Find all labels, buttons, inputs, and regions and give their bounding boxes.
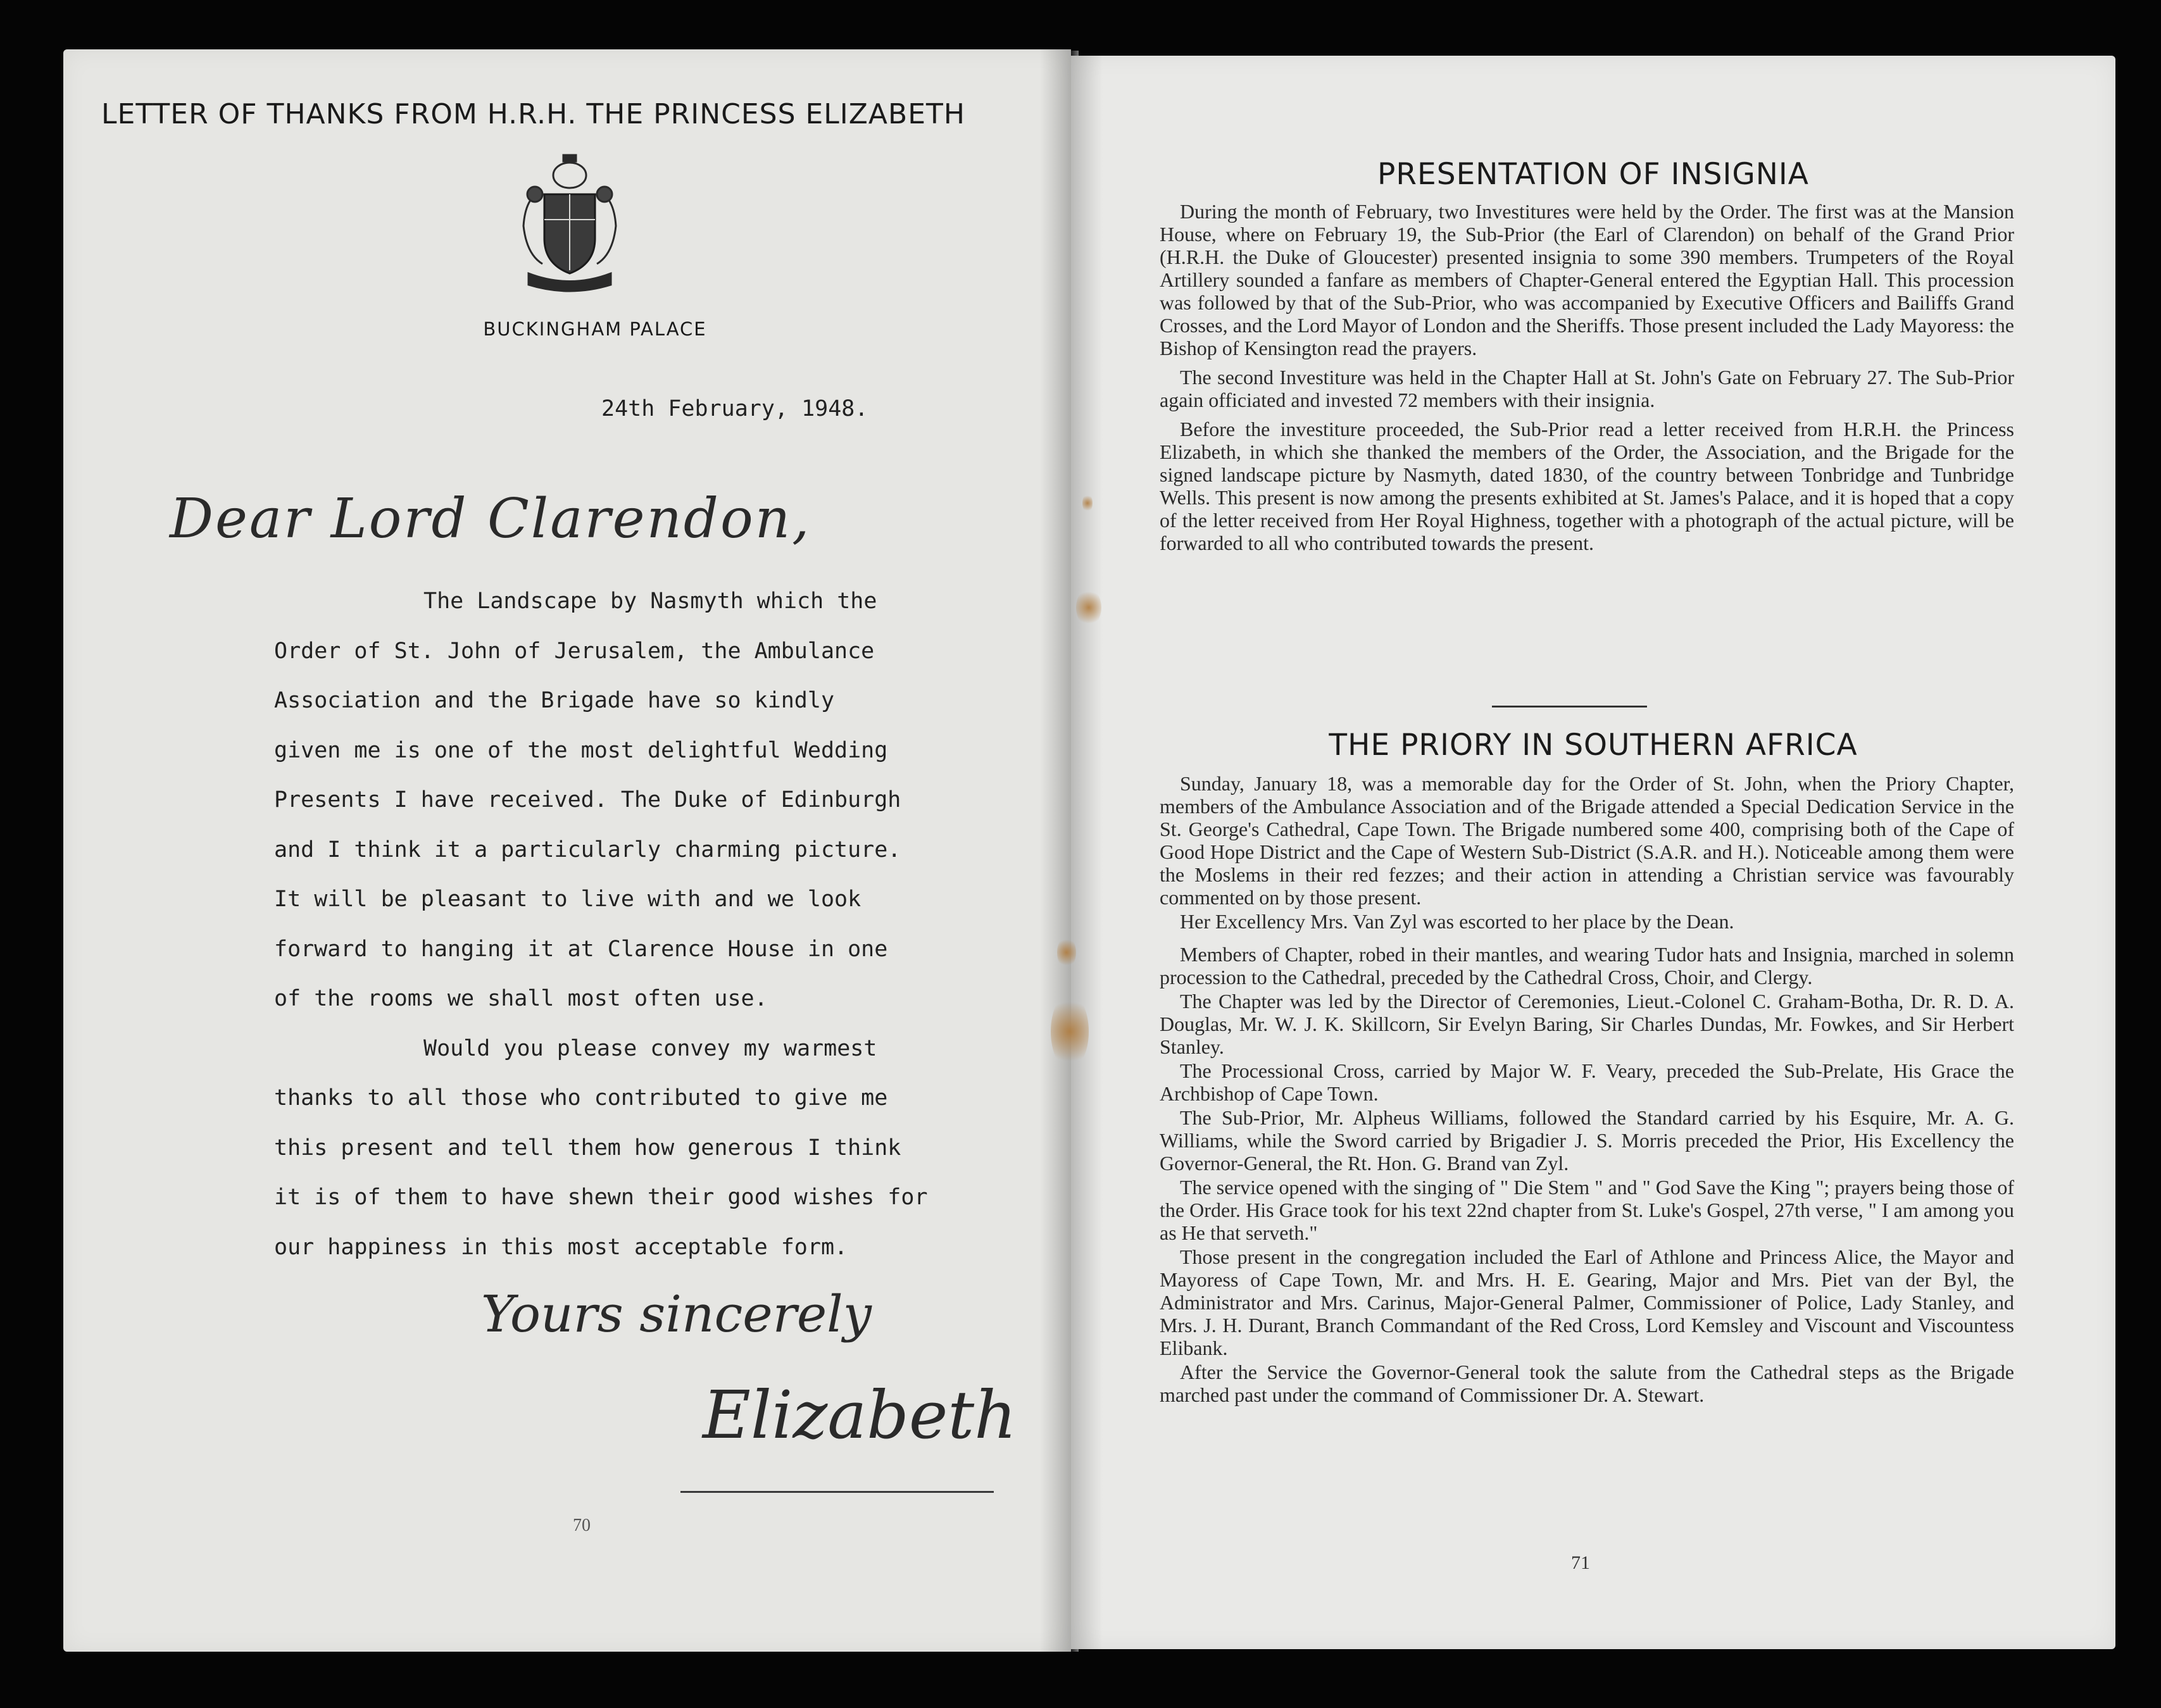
letter-title: LETTER OF THANKS FROM H.R.H. THE PRINCESS ELIZABETH <box>101 98 965 130</box>
rust-stain <box>1057 937 1076 968</box>
section-divider <box>1492 706 1647 708</box>
signature-line <box>680 1491 994 1493</box>
rust-stain <box>1076 589 1101 626</box>
paragraph: During the month of February, two Investitures were held by the Order. The first was at the Mansion House, where on February 19, the Sub-Prior (the Earl of Clarendon) on behalf of the Grand Prior (H.R.H. the Duke of Gloucester) presented insignia to some 390 members. Trumpeters of the Royal Artillery sounded a fanfare as members of Chapter-General entered the Egyptian Hall. This procession was followed by that of the Sub-Prior, who was accompanied by Executive Officers and Bailiffs Grand Crosses, and the Lord Mayor of London and the Sheriffs. Those present included the Lady Mayoress: the Bishop of Kensington read the prayers. <box>1160 200 2014 359</box>
letter-line: given me is one of the most delightful Wedding <box>274 738 888 763</box>
rust-stain <box>1082 494 1093 513</box>
letter-line: and I think it a particularly charming picture. <box>274 837 901 863</box>
paragraph: Members of Chapter, robed in their mantles, and wearing Tudor hats and Insignia, marched in solemn procession to the Cathedral, preceded by the Cathedral Cross, Choir, and Clergy. <box>1160 943 2014 988</box>
paragraph: After the Service the Governor-General took the salute from the Cathedral steps as the Brigade marched past under the command of Commissioner Dr. A. Stewart. <box>1160 1361 2014 1406</box>
letter-line: Presents I have received. The Duke of Edinburgh <box>274 787 901 813</box>
paragraph: Sunday, January 18, was a memorable day for the Order of St. John, when the Priory Chapter, members of the Ambulance Association and of the Brigade attended a Special Dedication Service in the St. George's Cathedral, Cape Town. The Brigade numbered some 400, comprising both of the Cape of Good Hope District and the Cape of Western Sub-District (S.A.R. and H.). Noticeable among them were the Moslems in their red fezzes; and their action in attending a Christian service was favourably commented on by those present. <box>1160 772 2014 909</box>
letter-line: thanks to all those who contributed to give me <box>274 1085 888 1111</box>
paragraph: The Sub-Prior, Mr. Alpheus Williams, followed the Standard carried by his Esquire, Mr. A. G. Williams, while the Sword carried by Brigadier J. S. Morris preceded the Prior, His Excellency the Governor-General, the Rt. Hon. G. Brand van Zyl. <box>1160 1106 2014 1175</box>
letter-line: forward to hanging it at Clarence House in one <box>274 937 888 962</box>
letter-line: it is of them to have shewn their good wishes for <box>274 1185 928 1210</box>
insignia-section-text <box>1160 200 2014 561</box>
handwritten-closing: Yours sincerely <box>481 1285 872 1343</box>
handwritten-signature: Elizabeth <box>703 1376 1017 1454</box>
paragraph: The service opened with the singing of " Die Stem " and " God Save the King "; prayers being those of the Order. His Grace took for his text 22nd chapter from St. Luke's Gospel, 27th verse, " I am among you as He that serveth." <box>1160 1176 2014 1244</box>
letter-line: The Landscape by Nasmyth which the <box>423 589 877 614</box>
rust-stain <box>1051 994 1089 1069</box>
royal-coat-of-arms-icon <box>519 150 620 296</box>
gutter-shadow <box>1039 49 1071 1652</box>
gutter-shadow <box>1071 56 1103 1649</box>
letterhead-address: BUCKINGHAM PALACE <box>483 318 707 340</box>
letter-date: 24th February, 1948. <box>601 396 868 421</box>
section-heading-southern-africa: THE PRIORY IN SOUTHERN AFRICA <box>1329 728 1858 763</box>
letter-line: It will be pleasant to live with and we look <box>274 887 861 912</box>
paragraph: The Chapter was led by the Director of Ceremonies, Lieut.-Colonel C. Graham-Botha, Dr. R. D. A. Douglas, Mr. W. J. K. Skillcorn, Sir Evelyn Baring, Sir Charles Dundas, Mr. Fowkes, and Sir Herbert Stanley. <box>1160 990 2014 1058</box>
handwritten-salutation: Dear Lord Clarendon, <box>170 487 811 551</box>
letter-line: of the rooms we shall most often use. <box>274 986 768 1011</box>
paragraph: The second Investiture was held in the Chapter Hall at St. John's Gate on February 27. The Sub-Prior again officiated and invested 72 members with their insignia. <box>1160 366 2014 411</box>
southern-africa-section-text <box>1160 772 2014 1407</box>
section-heading-insignia: PRESENTATION OF INSIGNIA <box>1377 157 1809 192</box>
letter-line: Would you please convey my warmest <box>423 1036 877 1061</box>
letter-line: our happiness in this most acceptable form. <box>274 1235 848 1260</box>
page-number-left: 70 <box>573 1516 591 1535</box>
right-page <box>1071 56 2115 1649</box>
paragraph: Before the investiture proceeded, the Sub-Prior read a letter received from H.R.H. the Princess Elizabeth, in which she thanked the members of the Order, the Association, and the Brigade for the signed landscape picture by Nasmyth, dated 1830, of the country between Tonbridge and Tunbridge Wells. This present is now among the presents exhibited at St. James's Palace, and it is hoped that a copy of the letter received from Her Royal Highness, together with a photograph of the actual picture, will be forwarded to all who contributed towards the present. <box>1160 418 2014 554</box>
paragraph: The Processional Cross, carried by Major W. F. Veary, preceded the Sub-Prelate, His Grace the Archbishop of Cape Town. <box>1160 1059 2014 1105</box>
letter-line: Association and the Brigade have so kindly <box>274 688 835 713</box>
paragraph: Her Excellency Mrs. Van Zyl was escorted to her place by the Dean. <box>1180 910 1734 933</box>
paragraph: Those present in the congregation included the Earl of Athlone and Princess Alice, the Mayor and Mayoress of Cape Town, Mr. and Mrs. H. E. Gearing, Major and Mrs. Piet van der Byl, the Administrator and Mrs. Carinus, Major-General Palmer, Commissioner of Police, Lady Stanley, and Mrs. J. H. Durant, Branch Commandant of the Red Cross, Lord Kemsley and Viscount and Viscountess Elibank. <box>1160 1245 2014 1359</box>
letter-line: Order of St. John of Jerusalem, the Ambulance <box>274 639 875 664</box>
letter-line: this present and tell them how generous I think <box>274 1135 901 1161</box>
page-number-right: 71 <box>1571 1552 1590 1573</box>
